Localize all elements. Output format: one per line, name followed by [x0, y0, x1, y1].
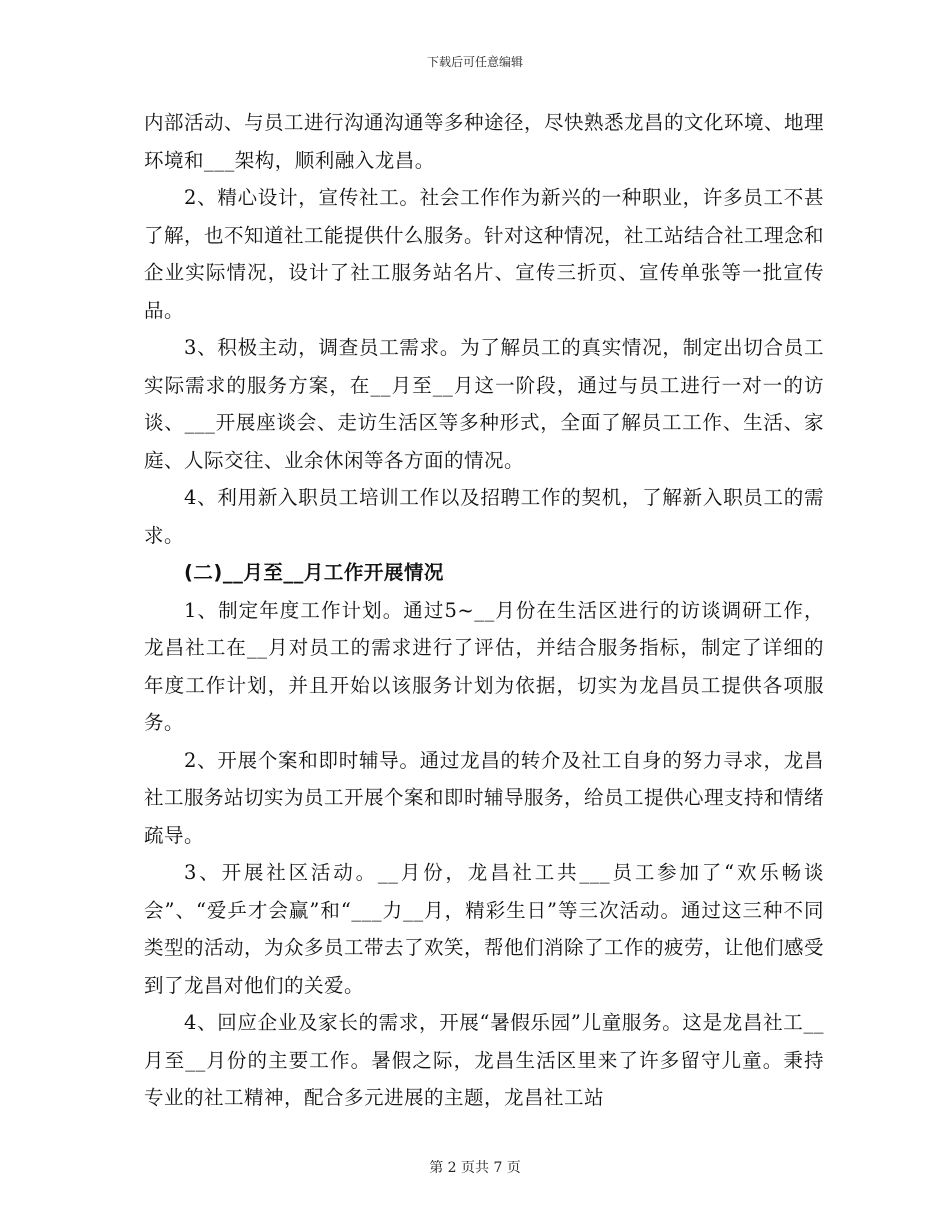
paragraph-casework: 2、开展个案和即时辅导。通过龙昌的转介及社工自身的努力寻求，龙昌社工服务站切实为员工开展个案和即时辅导服务，给员工提供心理支持和情绪疏导。: [144, 748, 825, 847]
paragraph-new-hire: 4、利用新入职员工培训工作以及招聘工作的契机，了解新入职员工的需求。: [144, 486, 824, 547]
page-number: 第 2 页共 7 页: [429, 1160, 521, 1176]
paragraph-community-activities: 3、开展社区活动。__月份，龙昌社工共___员工参加了“欢乐畅谈会”、“爱乒才会赢”和“___力__月，精彩生日”等三次活动。通过这三种不同类型的活动，为众多员工带去了欢笑，帮他们消除了工作的疲劳，让他们感受到了龙昌对他们的关爱。: [144, 861, 825, 997]
section-heading: (二)__月至__月工作开展情况: [184, 561, 444, 584]
header-note: 下载后可任意编辑: [426, 55, 523, 69]
paragraph-annual-plan: 1、制定年度工作计划。通过5~__月份在生活区进行的访谈调研工作，龙昌社工在__月对员工的需求进行了评估，并结合服务指标，制定了详细的年度工作计划，并且开始以该服务计划为依据，切实为龙昌员工提供各项服务。: [144, 598, 824, 734]
document-body: [144, 104, 824, 1117]
paragraph-needs-survey: 3、积极主动，调查员工需求。为了解员工的真实情况，制定出切合员工实际需求的服务方案，在__月至__月这一阶段，通过与员工进行一对一的访谈、___开展座谈会、走访生活区等多种形式，全面了解员工工作、生活、家庭、人际交往、业余休闲等各方面的情况。: [144, 336, 824, 472]
paragraph-summer-program: 4、回应企业及家长的需求，开展“暑假乐园”儿童服务。这是龙昌社工__月至__月份的主要工作。暑假之际，龙昌生活区里来了许多留守儿童。秉持专业的社工精神，配合多元进展的主题，龙昌社工站: [144, 1011, 824, 1109]
paragraph-continuation: 内部活动、与员工进行沟通沟通等多种途径，尽快熟悉龙昌的文化环境、地理环境和___架构，顺利融入龙昌。: [144, 111, 825, 172]
paragraph-publicity: 2、精心设计，宣传社工。社会工作作为新兴的一种职业，许多员工不甚了解，也不知道社工能提供什么服务。针对这种情况，社工站结合社工理念和企业实际情况，设计了社工服务站名片、宣传三折页、宣传单张等一批宣传品。: [144, 186, 825, 322]
